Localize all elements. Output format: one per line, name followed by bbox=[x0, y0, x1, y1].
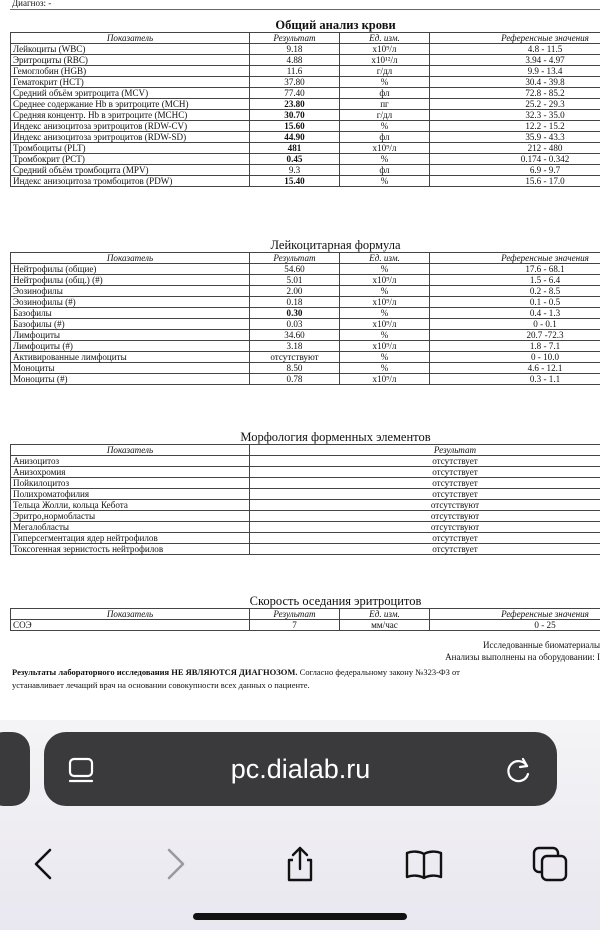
result-value: 0.03 bbox=[250, 319, 340, 330]
table-row bbox=[11, 286, 600, 297]
result-value: 15.60 bbox=[250, 121, 340, 132]
parameter-name: Индекс анизоцитоза эритроцитов (RDW-SD) bbox=[11, 132, 250, 143]
parameter-name: Эозинофилы (#) bbox=[11, 297, 250, 308]
result-value: 0.78 bbox=[250, 374, 340, 385]
unit: % bbox=[340, 154, 430, 165]
unit: % bbox=[340, 121, 430, 132]
unit: % bbox=[340, 363, 430, 374]
unit: % bbox=[340, 352, 430, 363]
table-row bbox=[11, 341, 600, 352]
result-value: 77.40 bbox=[250, 88, 340, 99]
parameter-name: Токсогенная зернистость нейтрофилов bbox=[11, 544, 250, 555]
column-header: Референсные значения bbox=[430, 33, 600, 44]
table-row bbox=[11, 478, 600, 489]
unit: % bbox=[340, 308, 430, 319]
parameter-name: Лейкоциты (WBC) bbox=[11, 44, 250, 55]
unit: x10¹²/л bbox=[340, 55, 430, 66]
reference-range: 1.8 - 7.1 bbox=[430, 341, 600, 352]
unit: пг bbox=[340, 99, 430, 110]
result-value: отсутствует bbox=[250, 489, 600, 500]
result-value: 9.18 bbox=[250, 44, 340, 55]
reference-range: 72.8 - 85.2 bbox=[430, 88, 600, 99]
parameter-name: Нейтрофилы (общ.) (#) bbox=[11, 275, 250, 286]
result-value: 54.60 bbox=[250, 264, 340, 275]
share-icon[interactable] bbox=[280, 844, 320, 884]
result-value: 7 bbox=[250, 620, 340, 631]
reference-range: 25.2 - 29.3 bbox=[430, 99, 600, 110]
reference-range: 6.9 - 9.7 bbox=[430, 165, 600, 176]
table-row bbox=[11, 121, 600, 132]
reference-range: 0 - 10.0 bbox=[430, 352, 600, 363]
diagnosis-line: Диагноз: - bbox=[12, 0, 52, 8]
unit: фл bbox=[340, 165, 430, 176]
reference-range: 0.3 - 1.1 bbox=[430, 374, 600, 385]
reference-range: 0.1 - 0.5 bbox=[430, 297, 600, 308]
parameter-name: Базофилы bbox=[11, 308, 250, 319]
result-value: 9.3 bbox=[250, 165, 340, 176]
tabs-icon[interactable] bbox=[530, 844, 570, 884]
column-header: Ед. изм. bbox=[340, 33, 430, 44]
unit: фл bbox=[340, 88, 430, 99]
table-row bbox=[11, 176, 600, 187]
result-value: 30.70 bbox=[250, 110, 340, 121]
parameter-name: Среднее содержание Hb в эритроците (MCH) bbox=[11, 99, 250, 110]
result-value: 0.18 bbox=[250, 297, 340, 308]
parameter-name: Гемоглобин (HGB) bbox=[11, 66, 250, 77]
parameter-name: Средняя концентр. Hb в эритроците (MCHC) bbox=[11, 110, 250, 121]
reference-range: 4.8 - 11.5 bbox=[430, 44, 600, 55]
table-row bbox=[11, 66, 600, 77]
table-row bbox=[11, 374, 600, 385]
table-row bbox=[11, 154, 600, 165]
reference-range: 30.4 - 39.8 bbox=[430, 77, 600, 88]
parameter-name: Эритро,нормобласты bbox=[11, 511, 250, 522]
table-row bbox=[11, 165, 600, 176]
section-title: Общий анализ крови bbox=[275, 18, 396, 32]
divider bbox=[10, 9, 600, 10]
leukocyte-formula-table bbox=[10, 238, 600, 385]
morphology-table bbox=[10, 430, 600, 555]
result-value: 23.80 bbox=[250, 99, 340, 110]
unit: x10⁹/л bbox=[340, 374, 430, 385]
result-value: 44.90 bbox=[250, 132, 340, 143]
section-title: Морфология форменных элементов bbox=[240, 430, 431, 444]
reload-icon[interactable] bbox=[503, 754, 535, 786]
disclaimer-rest: Согласно федеральному закону №323-ФЗ от bbox=[297, 667, 460, 677]
table-row bbox=[11, 143, 600, 154]
table-row bbox=[11, 620, 600, 631]
result-value: 11.6 bbox=[250, 66, 340, 77]
unit: мм/час bbox=[340, 620, 430, 631]
table-row bbox=[11, 55, 600, 66]
table-row bbox=[11, 533, 600, 544]
parameter-name: Лимфоциты bbox=[11, 330, 250, 341]
result-value: 3.18 bbox=[250, 341, 340, 352]
unit: x10⁹/л bbox=[340, 341, 430, 352]
table-row bbox=[11, 308, 600, 319]
parameter-name: Нейтрофилы (общие) bbox=[11, 264, 250, 275]
unit: г/дл bbox=[340, 110, 430, 121]
unit: % bbox=[340, 264, 430, 275]
table-row bbox=[11, 352, 600, 363]
unit: x10⁹/л bbox=[340, 44, 430, 55]
column-header: Результат bbox=[250, 33, 340, 44]
result-value: 37.80 bbox=[250, 77, 340, 88]
table-row bbox=[11, 500, 600, 511]
forward-icon[interactable] bbox=[155, 844, 195, 884]
parameter-name: Индекс анизоцитоза эритроцитов (RDW-CV) bbox=[11, 121, 250, 132]
parameter-name: СОЭ bbox=[11, 620, 250, 631]
result-value: отсутствуют bbox=[250, 522, 600, 533]
result-value: отсутствует bbox=[250, 478, 600, 489]
column-header: Результат bbox=[250, 445, 600, 456]
result-value: 8.50 bbox=[250, 363, 340, 374]
parameter-name: Тромбокрит (PCT) bbox=[11, 154, 250, 165]
unit: x10⁹/л bbox=[340, 143, 430, 154]
result-value: 34.60 bbox=[250, 330, 340, 341]
table-row bbox=[11, 363, 600, 374]
result-value: отсутствует bbox=[250, 533, 600, 544]
result-value: отсутствует bbox=[250, 467, 600, 478]
result-value: 481 bbox=[250, 143, 340, 154]
table-row bbox=[11, 132, 600, 143]
table-row bbox=[11, 467, 600, 478]
table-row bbox=[11, 489, 600, 500]
reference-range: 1.5 - 6.4 bbox=[430, 275, 600, 286]
table-row bbox=[11, 522, 600, 533]
table-row bbox=[11, 110, 600, 121]
cbc-table bbox=[10, 18, 600, 187]
parameter-name: Эозинофилы bbox=[11, 286, 250, 297]
reference-range: 17.6 - 68.1 bbox=[430, 264, 600, 275]
reference-range: 4.6 - 12.1 bbox=[430, 363, 600, 374]
parameter-name: Пойкилоцитоз bbox=[11, 478, 250, 489]
column-header: Референсные значения bbox=[430, 253, 600, 264]
url-text[interactable]: pc.dialab.ru bbox=[230, 754, 371, 784]
esr-table bbox=[10, 594, 600, 631]
parameter-name: Мегалобласты bbox=[11, 522, 250, 533]
table-row bbox=[11, 330, 600, 341]
parameter-name: Индекс анизоцитоза тромбоцитов (PDW) bbox=[11, 176, 250, 187]
parameter-name: Тромбоциты (PLT) bbox=[11, 143, 250, 154]
column-header: Ед. изм. bbox=[340, 609, 430, 620]
table-row bbox=[11, 275, 600, 286]
table-row bbox=[11, 44, 600, 55]
result-value: 0.45 bbox=[250, 154, 340, 165]
unit: % bbox=[340, 176, 430, 187]
reference-range: 3.94 - 4.97 bbox=[430, 55, 600, 66]
reference-range: 15.6 - 17.0 bbox=[430, 176, 600, 187]
unit: x10⁹/л bbox=[340, 275, 430, 286]
result-value: отсутствуют bbox=[250, 511, 600, 522]
back-icon[interactable] bbox=[24, 844, 64, 884]
parameter-name: Анизоцитоз bbox=[11, 456, 250, 467]
unit: % bbox=[340, 77, 430, 88]
table-row bbox=[11, 99, 600, 110]
disclaimer-line2: устанавливает лечащий врач на основании совокупности всех данных о пациенте. bbox=[12, 680, 310, 690]
reference-range: 35.9 - 43.3 bbox=[430, 132, 600, 143]
result-value: 2.00 bbox=[250, 286, 340, 297]
unit: % bbox=[340, 286, 430, 297]
unit: % bbox=[340, 330, 430, 341]
reference-range: 212 - 480 bbox=[430, 143, 600, 154]
column-header: Показатель bbox=[11, 609, 250, 620]
unit: x10⁹/л bbox=[340, 319, 430, 330]
parameter-name: Моноциты (#) bbox=[11, 374, 250, 385]
table-row bbox=[11, 511, 600, 522]
column-header: Показатель bbox=[11, 253, 250, 264]
table-row bbox=[11, 88, 600, 99]
column-header: Результат bbox=[250, 609, 340, 620]
reference-range: 0.174 - 0.342 bbox=[430, 154, 600, 165]
reference-range: 0 - 25 bbox=[430, 620, 600, 631]
result-value: 15.40 bbox=[250, 176, 340, 187]
result-value: отсутствуют bbox=[250, 500, 600, 511]
result-value: отсутствует bbox=[250, 456, 600, 467]
result-value: отсутствует bbox=[250, 544, 600, 555]
column-header: Показатель bbox=[11, 445, 250, 456]
disclaimer-bold: Результаты лабораторного исследования НЕ ЯВЛЯЮТСЯ ДИАГНОЗОМ. bbox=[12, 667, 298, 677]
result-value: 4.88 bbox=[250, 55, 340, 66]
previous-tab[interactable] bbox=[0, 732, 30, 806]
section-title: Лейкоцитарная формула bbox=[270, 238, 401, 252]
table-row bbox=[11, 264, 600, 275]
parameter-name: Средний объём тромбоцита (MPV) bbox=[11, 165, 250, 176]
note-biomaterials: Исследованные биоматериалы bbox=[483, 640, 600, 650]
unit: x10⁹/л bbox=[340, 297, 430, 308]
bookmarks-icon[interactable] bbox=[404, 844, 444, 884]
address-bar[interactable] bbox=[44, 732, 557, 806]
reference-range: 9.9 - 13.4 bbox=[430, 66, 600, 77]
parameter-name: Тельца Жолли, кольца Кебота bbox=[11, 500, 250, 511]
column-header: Результат bbox=[250, 253, 340, 264]
result-value: отсутствуют bbox=[250, 352, 340, 363]
section-title: Скорость оседания эритроцитов bbox=[249, 594, 422, 608]
browser-toolbar bbox=[0, 720, 600, 930]
parameter-name: Гиперсегментация ядер нейтрофилов bbox=[11, 533, 250, 544]
unit: г/дл bbox=[340, 66, 430, 77]
parameter-name: Базофилы (#) bbox=[11, 319, 250, 330]
parameter-name: Эритроциты (RBC) bbox=[11, 55, 250, 66]
parameter-name: Полихроматофилия bbox=[11, 489, 250, 500]
table-row bbox=[11, 297, 600, 308]
reference-range: 0 - 0.1 bbox=[430, 319, 600, 330]
parameter-name: Анизохромия bbox=[11, 467, 250, 478]
parameter-name: Моноциты bbox=[11, 363, 250, 374]
table-row bbox=[11, 456, 600, 467]
parameter-name: Лимфоциты (#) bbox=[11, 341, 250, 352]
parameter-name: Средний объём эритроцита (MCV) bbox=[11, 88, 250, 99]
reference-range: 20.7 -72.3 bbox=[430, 330, 600, 341]
home-indicator bbox=[193, 913, 407, 920]
result-value: 5.01 bbox=[250, 275, 340, 286]
table-row bbox=[11, 544, 600, 555]
table-row bbox=[11, 77, 600, 88]
table-row bbox=[11, 319, 600, 330]
reference-range: 12.2 - 15.2 bbox=[430, 121, 600, 132]
column-header: Ед. изм. bbox=[340, 253, 430, 264]
column-header: Показатель bbox=[11, 33, 250, 44]
column-header: Референсные значения bbox=[430, 609, 600, 620]
note-equipment: Анализы выполнены на оборудовании: I bbox=[445, 652, 600, 662]
reference-range: 32.3 - 35.0 bbox=[430, 110, 600, 121]
reference-range: 0.2 - 8.5 bbox=[430, 286, 600, 297]
parameter-name: Гематокрит (HCT) bbox=[11, 77, 250, 88]
disclaimer bbox=[12, 667, 600, 678]
parameter-name: Активированные лимфоциты bbox=[11, 352, 250, 363]
result-value: 0.30 bbox=[250, 308, 340, 319]
unit: фл bbox=[340, 132, 430, 143]
reference-range: 0.4 - 1.3 bbox=[430, 308, 600, 319]
